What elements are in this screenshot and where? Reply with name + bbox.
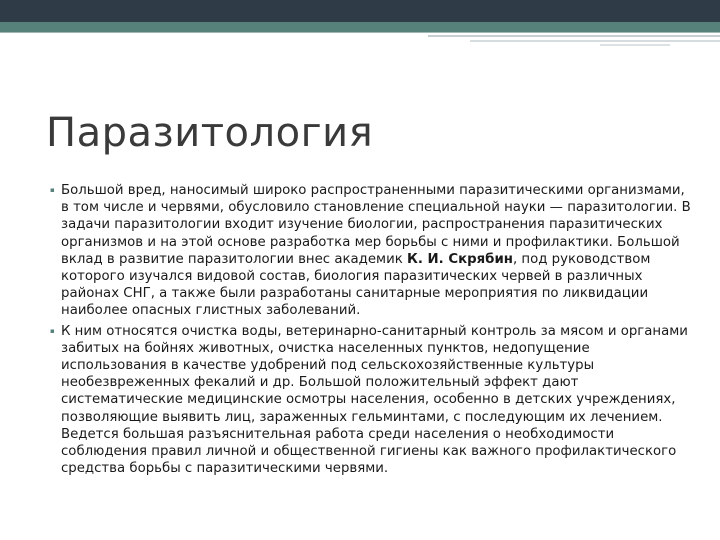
bullet-text: Большой вред, наносимый широко распространенными паразитическими организмами, в том числе и червями, обусловило становление специальной науки — паразитологии. В задачи паразитологии входит изучение биологии, распространения паразитических организмов и на этой основе разработка мер борьбы с ними и профилактики. Большой вклад в развитие паразитологии внес академик xyxy=(61,183,691,267)
decorative-line xyxy=(600,44,670,46)
bullet-item xyxy=(52,182,692,320)
decorative-line xyxy=(470,40,720,42)
bullet-icon: ▪ xyxy=(50,186,55,194)
slide-content xyxy=(52,182,692,477)
header-accent-line xyxy=(0,32,720,33)
bullet-text: К ним относятся очистка воды, ветеринарно-санитарный контроль за мясом и органами забитых на бойнях животных, очистка населенных пунктов, недопущение использования в качестве удобрений под сельскохозяйственные культуры необезвреженных фекалий и др. Большой положительный эффект дают систематические медицинские осмотры населения, особенно в детских учреждениях, позволяющие выявить лиц, зараженных гельминтами, с последующим их лечением. Ведется большая разъяснительная работа среди населения о необходимости соблюдения правил личной и общественной гигиены как важного профилактического средства борьбы с паразитическими червями. xyxy=(61,323,688,477)
slide-title: Паразитология xyxy=(46,110,374,156)
decorative-line xyxy=(428,35,720,37)
header-dark-band xyxy=(0,0,720,22)
bullet-item xyxy=(52,323,692,478)
bullet-icon: ▪ xyxy=(50,326,55,335)
bullet-text: , под руководством которого изучался видовой состав, биология паразитических червей в различных районах СНГ, а также были разработаны санитарные мероприятия по ликвидации наиболее опасных глистных заболеваний. xyxy=(61,251,651,319)
scientist-name: К. И. Скрябин xyxy=(406,251,513,267)
header-accent-band xyxy=(0,22,720,32)
